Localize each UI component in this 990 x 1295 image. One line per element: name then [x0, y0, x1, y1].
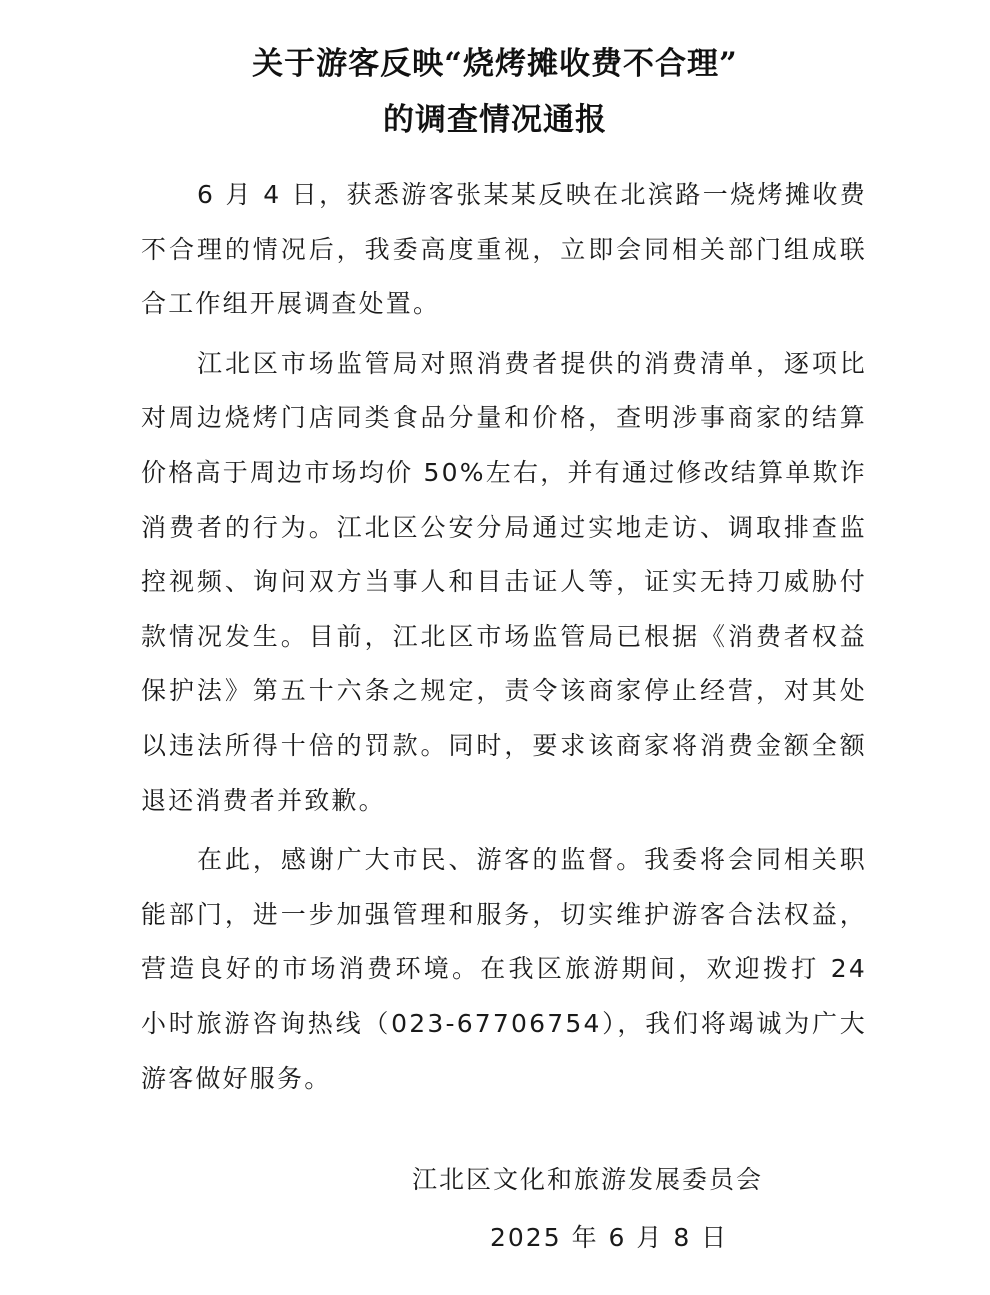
notice-title-line-2: 的调查情况通报: [383, 102, 607, 138]
paragraph-incident: 6 月 4 日，获悉游客张某某反映在北滨路一烧烤摊收费不合理的情况后，我委高度重视，立即会同相关部门组成联合工作组开展调查处置。: [141, 180, 867, 319]
paragraph-closing: 在此，感谢广大市民、游客的监督。我委将会同相关职能部门，进一步加强管理和服务，切实维护游客合法权益，营造良好的市场消费环境。在我区旅游期间，欢迎拨打 24 小时旅游咨询热线（023-67706754），我们将竭诚为广大游客做好服务。: [141, 845, 867, 1093]
issue-date: 2025 年 6 月 8 日: [490, 1223, 729, 1252]
issuer-signature: 江北区文化和旅游发展委员会: [412, 1165, 764, 1194]
paragraph-investigation: 江北区市场监管局对照消费者提供的消费清单，逐项比对周边烧烤门店同类食品分量和价格，查明涉事商家的结算价格高于周边市场均价 50%左右，并有通过修改结算单欺诈消费者的行为。江北区公安分局通过实地走访、调取排查监控视频、询问双方当事人和目击证人等，证实无持刀威胁付款情况发生。目前，江北区市场监管局已根据《消费者权益保护法》第五十六条之规定，责令该商家停止经营，对其处以违法所得十倍的罚款。同时，要求该商家将消费金额全额退还消费者并致歉。: [141, 348, 867, 815]
notice-body: [141, 168, 867, 1106]
notice-title-line-1: 关于游客反映“烧烤摊收费不合理”: [252, 46, 738, 82]
